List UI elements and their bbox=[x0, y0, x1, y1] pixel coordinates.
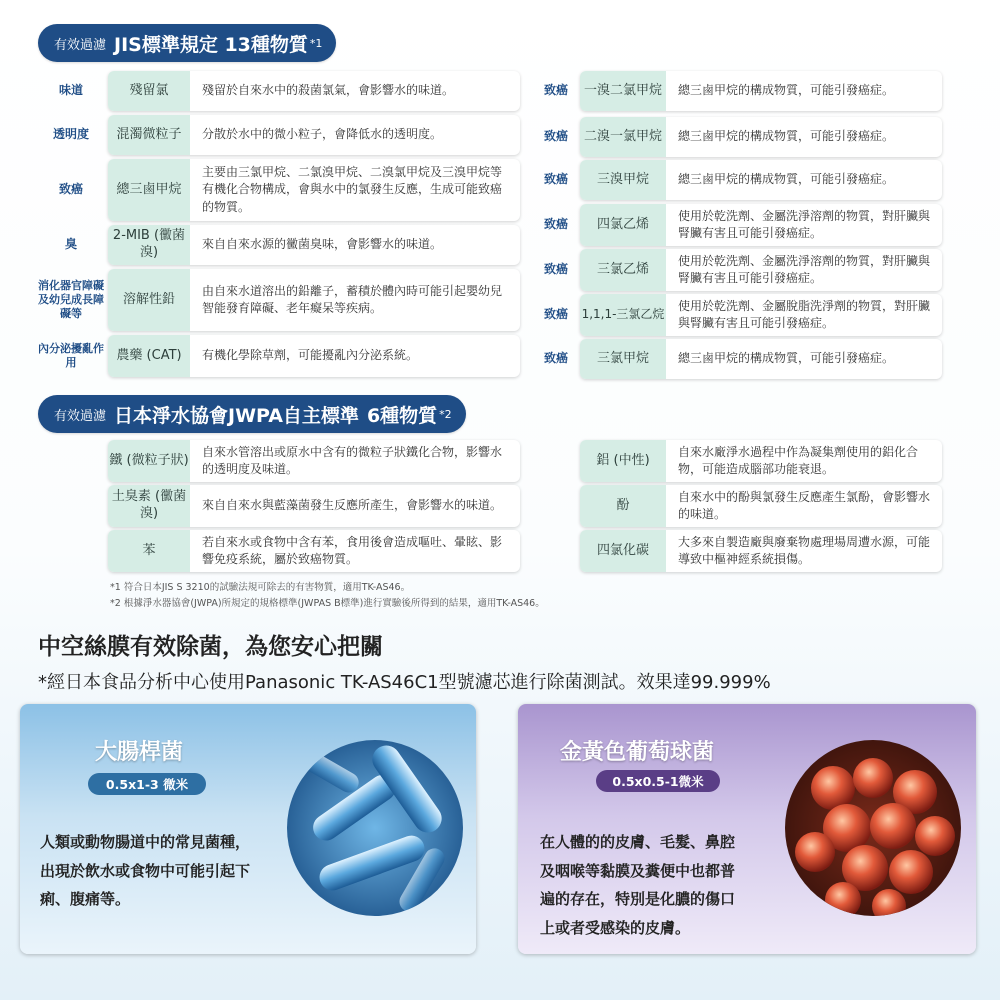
substance-name: 三溴甲烷 bbox=[580, 160, 666, 200]
category-label: 致癌 bbox=[543, 351, 568, 366]
membrane-title: 中空絲膜有效除菌，為您安心把關 bbox=[38, 634, 383, 660]
jwpa-section-header bbox=[38, 395, 466, 433]
substance-desc: 若自來水或食物中含有苯，食用後會造成嘔吐、暈眩、影響免疫系統，屬於致癌物質。 bbox=[202, 534, 503, 566]
ecoli-desc bbox=[40, 828, 290, 914]
substance-card bbox=[580, 339, 942, 379]
substance-desc: 自來水廠淨水過程中作為凝集劑使用的鋁化合物，可能造成腦部功能衰退。 bbox=[678, 444, 919, 476]
category-label: 致癌 bbox=[543, 172, 568, 187]
substance-desc: 主要由三氯甲烷、二氯溴甲烷、二溴氯甲烷及三溴甲烷等有機化合物構成，會與水中的氯發生反應，生成可能致癌的物質。 bbox=[202, 164, 503, 214]
substance-desc: 總三鹵甲烷的構成物質，可能引發癌症。 bbox=[678, 172, 895, 187]
substance-card bbox=[108, 225, 520, 265]
jwpa-card bbox=[580, 530, 942, 572]
staph-title: 金黃色葡萄球菌 bbox=[560, 740, 715, 765]
substance-name: 2-MIB (黴菌溴) bbox=[108, 225, 190, 265]
footnote-1: *1 符合日本JIS S 3210的試驗法規可除去的有害物質，適用TK-AS46。 bbox=[110, 582, 411, 593]
substance-desc: 分散於水中的微小粒子，會降低水的透明度。 bbox=[202, 127, 443, 142]
substance-card bbox=[108, 335, 520, 377]
category-label: 致癌 bbox=[543, 262, 568, 277]
substance-name: 土臭素 (黴菌溴) bbox=[108, 485, 190, 527]
staph-desc-line: 上或者受感染的皮膚。 bbox=[540, 918, 691, 937]
substance-desc: 總三鹵甲烷的構成物質，可能引發癌症。 bbox=[678, 129, 895, 144]
jis-footnote-mark: *1 bbox=[309, 36, 323, 50]
substance-name: 四氯化碳 bbox=[580, 530, 666, 572]
jwpa-card bbox=[108, 485, 520, 527]
staph-desc-line: 在人體的的皮膚、毛髮、鼻腔 bbox=[540, 833, 736, 851]
substance-desc: 來自自來水與藍藻菌發生反應所產生，會影響水的味道。 bbox=[202, 498, 503, 513]
substance-card bbox=[108, 115, 520, 155]
ecoli-image bbox=[287, 740, 463, 916]
staph-desc bbox=[540, 828, 780, 942]
jis-section-header bbox=[38, 24, 336, 62]
jwpa-badge: 有效過濾 bbox=[54, 408, 107, 424]
substance-desc: 由自來水道溶出的鉛離子，蓄積於體內時可能引起嬰幼兒智能發育障礙、老年癡呆等疾病。 bbox=[202, 283, 503, 315]
category-label: 消化器官障礙及幼兒成長障礙等 bbox=[38, 278, 104, 321]
substance-desc: 大多來自製造廠與廢棄物處理場周遭水源，可能導致中樞神經系統損傷。 bbox=[678, 534, 931, 566]
footnote-2: *2 根據淨水器協會(JWPA)所規定的規格標準(JWPAS B標準)進行實驗後所得到的結果，適用TK-AS46。 bbox=[110, 598, 545, 609]
substance-name: 鐵 (微粒子狀) bbox=[108, 440, 190, 482]
jwpa-title: 日本淨水協會JWPA自主標準 bbox=[114, 404, 359, 427]
substance-name: 溶解性鉛 bbox=[108, 269, 190, 331]
category-label: 味道 bbox=[58, 83, 83, 98]
ecoli-desc-line: 人類或動物腸道中的常見菌種， bbox=[40, 833, 251, 851]
substance-card bbox=[580, 160, 942, 200]
substance-desc: 殘留於自來水中的殺菌氯氣，會影響水的味道。 bbox=[202, 83, 455, 98]
ecoli-size-badge: 0.5x1-3 微米 bbox=[88, 773, 206, 795]
substance-desc: 使用於乾洗劑、金屬洗淨溶劑的物質，對肝臟與腎臟有害且可能引發癌症。 bbox=[678, 208, 931, 240]
substance-card bbox=[108, 71, 520, 111]
jwpa-card bbox=[580, 485, 942, 527]
ecoli-desc-line: 出現於飲水或食物中可能引起下 bbox=[40, 861, 251, 880]
jis-title: JIS標準規定 13種物質 bbox=[114, 33, 308, 56]
substance-name: 殘留氯 bbox=[108, 71, 190, 111]
substance-name: 二溴一氯甲烷 bbox=[580, 117, 666, 157]
substance-desc: 自來水管溶出或原水中含有的微粒子狀鐵化合物，影響水的透明度及味道。 bbox=[202, 444, 503, 476]
substance-name: 三氯甲烷 bbox=[580, 339, 666, 379]
substance-name: 總三鹵甲烷 bbox=[108, 159, 190, 221]
substance-desc: 總三鹵甲烷的構成物質，可能引發癌症。 bbox=[678, 351, 895, 366]
category-label: 致癌 bbox=[543, 217, 568, 232]
substance-card bbox=[580, 71, 942, 111]
category-label: 透明度 bbox=[52, 127, 89, 142]
substance-name: 鋁 (中性) bbox=[580, 440, 666, 482]
substance-card bbox=[108, 159, 520, 221]
substance-name: 一溴二氯甲烷 bbox=[580, 71, 666, 111]
jwpa-footnote-mark: *2 bbox=[439, 407, 452, 421]
jis-badge: 有效過濾 bbox=[54, 37, 107, 53]
jwpa-card bbox=[108, 530, 520, 572]
ecoli-desc-line: 痢、腹痛等。 bbox=[40, 890, 131, 908]
substance-name: 1,1,1-三氯乙烷 bbox=[580, 294, 666, 336]
substance-name: 四氯乙烯 bbox=[580, 204, 666, 246]
substance-desc: 自來水中的酚與氯發生反應產生氯酚，會影響水的味道。 bbox=[678, 489, 931, 521]
category-label: 內分泌擾亂作用 bbox=[38, 341, 104, 369]
staph-desc-line: 及咽喉等黏膜及糞便中也都普 bbox=[540, 861, 736, 880]
substance-card bbox=[580, 204, 942, 246]
substance-desc: 來自自來水源的黴菌臭味，會影響水的味道。 bbox=[202, 237, 443, 252]
substance-desc: 有機化學除草劑，可能擾亂內分泌系統。 bbox=[202, 348, 419, 363]
category-label: 臭 bbox=[64, 237, 77, 252]
jwpa-count: 6種物質 bbox=[366, 404, 438, 427]
substance-name: 農藥 (CAT) bbox=[108, 335, 190, 377]
substance-card bbox=[580, 249, 942, 291]
substance-card bbox=[108, 269, 520, 331]
substance-desc: 總三鹵甲烷的構成物質，可能引發癌症。 bbox=[678, 83, 895, 98]
jwpa-card bbox=[108, 440, 520, 482]
substance-desc: 使用於乾洗劑、金屬洗淨溶劑的物質，對肝臟與腎臟有害且可能引發癌症。 bbox=[678, 253, 931, 285]
category-label: 致癌 bbox=[543, 83, 568, 98]
substance-name: 苯 bbox=[108, 530, 190, 572]
substance-name: 混濁微粒子 bbox=[108, 115, 190, 155]
substance-card bbox=[580, 294, 942, 336]
staph-desc-line: 遍的存在，特別是化膿的傷口 bbox=[540, 890, 736, 908]
substance-desc: 使用於乾洗劑、金屬脫脂洗淨劑的物質，對肝臟與腎臟有害且可能引發癌症。 bbox=[678, 298, 931, 330]
substance-name: 三氯乙烯 bbox=[580, 249, 666, 291]
staph-size-badge: 0.5x0.5-1微米 bbox=[596, 770, 720, 792]
ecoli-illustration bbox=[287, 740, 463, 916]
ecoli-title: 大腸桿菌 bbox=[95, 740, 184, 765]
membrane-subtitle: *經日本食品分析中心使用Panasonic TK-AS46C1型號濾芯進行除菌測試。效果達99.999% bbox=[38, 672, 771, 693]
staph-illustration bbox=[785, 740, 961, 916]
category-label: 致癌 bbox=[58, 182, 83, 197]
staph-image bbox=[785, 740, 961, 916]
substance-card bbox=[580, 117, 942, 157]
jwpa-card bbox=[580, 440, 942, 482]
substance-name: 酚 bbox=[580, 485, 666, 527]
category-label: 致癌 bbox=[543, 307, 568, 322]
category-label: 致癌 bbox=[543, 129, 568, 144]
